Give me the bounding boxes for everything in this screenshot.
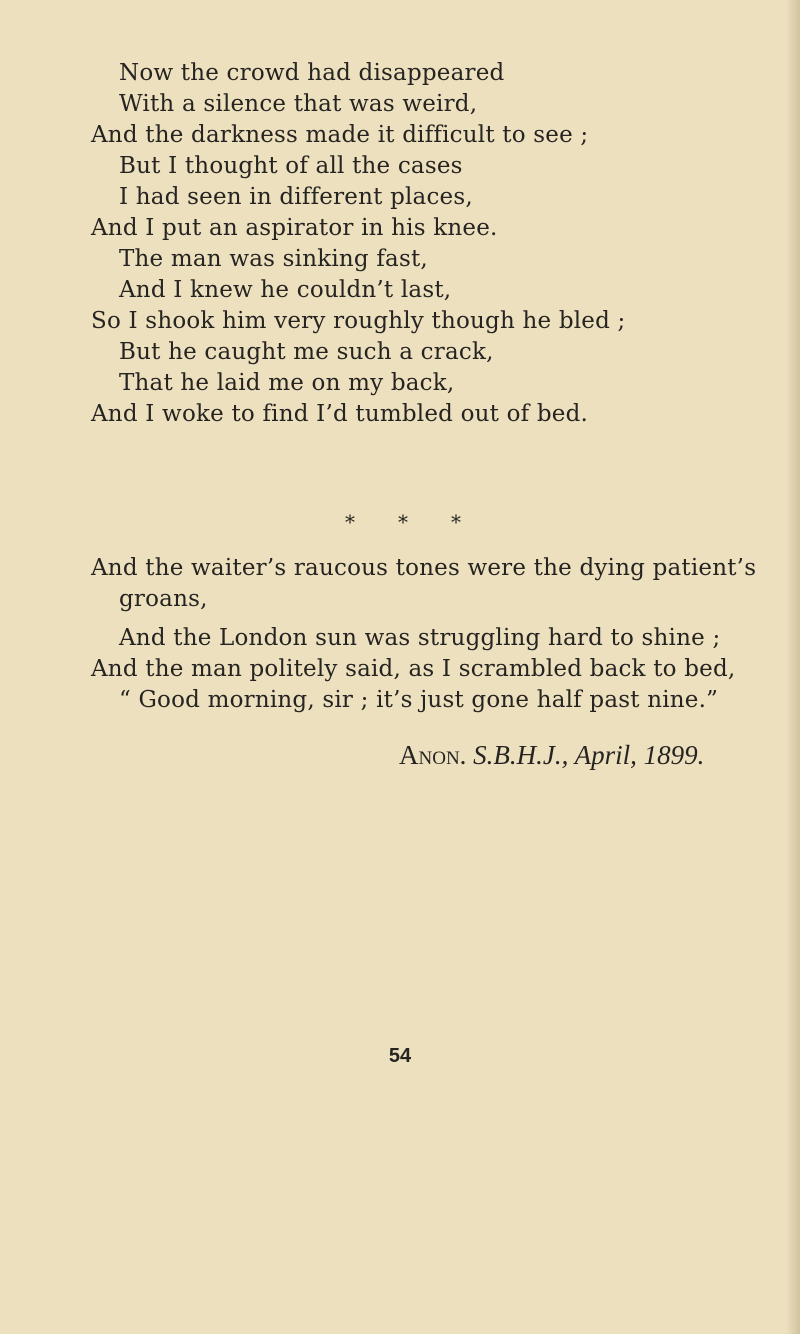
poem-line: And the man politely said, as I scrambled back to bed, — [91, 656, 736, 682]
asterisk: * — [345, 510, 355, 534]
poem-line: So I shook him very roughly though he bled ; — [91, 308, 626, 334]
poem-line: The man was sinking fast, — [119, 246, 428, 272]
author-name: Anon. — [399, 740, 467, 770]
poem-line: I had seen in different places, — [119, 184, 473, 210]
page-number: 54 — [388, 1045, 412, 1067]
poem-line: And I knew he couldn’t last, — [119, 277, 452, 303]
poem-line: But he caught me such a crack, — [119, 339, 494, 365]
poem-line: “ Good morning, sir ; it’s just gone half past nine.” — [119, 687, 719, 713]
poem-line: And the darkness made it difficult to see ; — [91, 122, 589, 148]
poem-line: Now the crowd had disappeared — [119, 60, 505, 86]
poem-line: groans, — [119, 586, 208, 612]
page-edge-shadow — [786, 0, 800, 1334]
poem-line: And I woke to find I’d tumbled out of bed. — [91, 401, 589, 427]
poem-line: And the London sun was struggling hard to shine ; — [119, 625, 721, 651]
poem-line: And I put an aspirator in his knee. — [91, 215, 498, 241]
source-citation: S.B.H.J., April, 1899. — [473, 740, 705, 770]
asterisk: * — [451, 510, 461, 534]
attribution — [399, 738, 704, 772]
poem-line: That he laid me on my back, — [119, 370, 455, 396]
poem-line: And the waiter’s raucous tones were the dying patient’s — [91, 555, 757, 581]
poem-line: But I thought of all the cases — [119, 153, 463, 179]
poem-line: With a silence that was weird, — [119, 91, 478, 117]
asterisk: * — [398, 510, 408, 534]
